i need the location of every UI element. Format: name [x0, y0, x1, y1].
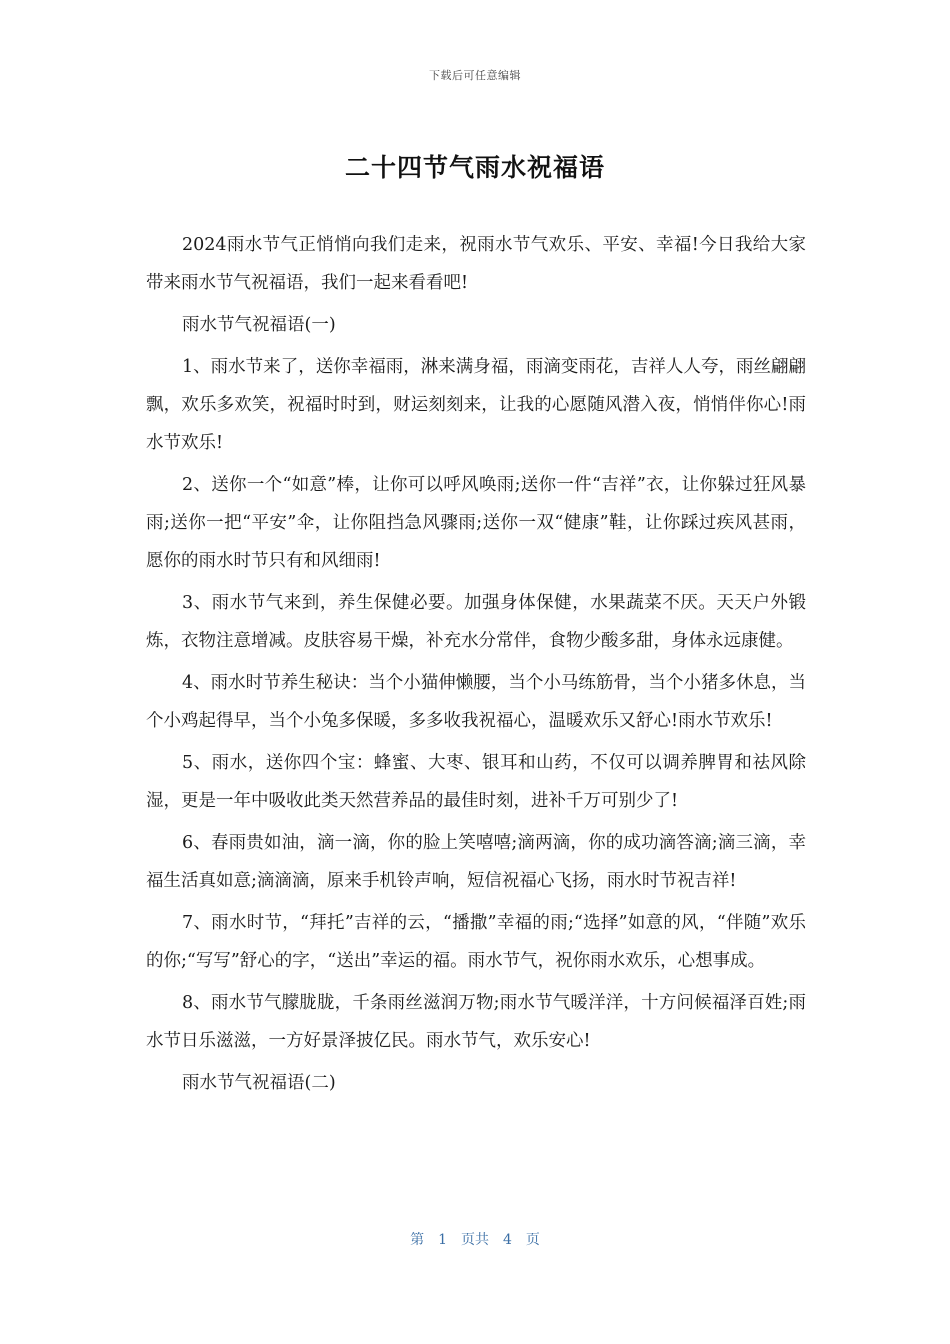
page-label-prefix: 第: [410, 1232, 425, 1248]
blessing-item-6: 6、春雨贵如油，滴一滴，你的脸上笑嘻嘻;滴两滴，你的成功滴答滴;滴三滴，幸福生活真如意;滴滴滴，原来手机铃声响，短信祝福心飞扬，雨水时节祝吉祥!: [146, 833, 806, 891]
document-body: [146, 226, 806, 1106]
page-label-mid: 页共: [461, 1232, 489, 1248]
total-pages-number: 4: [503, 1232, 512, 1248]
section-heading-1: 雨水节气祝福语(一): [182, 315, 336, 335]
blessing-item-4: 4、雨水时节养生秘诀：当个小猫伸懒腰，当个小马练筋骨，当个小猪多休息，当个小鸡起得早，当个小兔多保暖，多多收我祝福心，温暖欢乐又舒心!雨水节欢乐!: [146, 673, 806, 731]
blessing-item-2: 2、送你一个“如意”棒，让你可以呼风唤雨;送你一件“吉祥”衣，让你躲过狂风暴雨;送你一把“平安”伞，让你阻挡急风骤雨;送你一双“健康”鞋，让你踩过疾风甚雨，愿你的雨水时节只有和风细雨!: [146, 475, 806, 571]
blessing-item-7: 7、雨水时节，“拜托”吉祥的云，“播撒”幸福的雨;“选择”如意的风，“伴随”欢乐的你;“写写”舒心的字，“送出”幸运的福。雨水节气，祝你雨水欢乐，心想事成。: [146, 913, 806, 971]
blessing-item-5: 5、雨水，送你四个宝：蜂蜜、大枣、银耳和山药，不仅可以调养脾胃和祛风除湿，更是一年中吸收此类天然营养品的最佳时刻，进补千万可别少了!: [146, 753, 806, 811]
page-label-suffix: 页: [525, 1232, 540, 1248]
blessing-item-1: 1、雨水节来了，送你幸福雨，淋来满身福，雨滴变雨花，吉祥人人夸，雨丝翩翩飘，欢乐多欢笑，祝福时时到，财运刻刻来，让我的心愿随风潜入夜，悄悄伴你心!雨水节欢乐!: [146, 357, 806, 453]
header-note: 下载后可任意编辑: [429, 69, 521, 82]
section-heading-2: 雨水节气祝福语(二): [182, 1073, 336, 1093]
blessing-item-3: 3、雨水节气来到，养生保健必要。加强身体保健，水果蔬菜不厌。天天户外锻炼，衣物注意增减。皮肤容易干燥，补充水分常伴，食物少酸多甜，身体永远康健。: [146, 593, 806, 651]
current-page-number: 1: [438, 1232, 447, 1248]
document-title: 二十四节气雨水祝福语: [344, 153, 605, 182]
blessing-item-8: 8、雨水节气朦胧胧，千条雨丝滋润万物;雨水节气暖洋洋，十方问候福泽百姓;雨水节日乐滋滋，一方好景泽披亿民。雨水节气，欢乐安心!: [146, 993, 806, 1051]
intro-paragraph: 2024雨水节气正悄悄向我们走来，祝雨水节气欢乐、平安、幸福!今日我给大家带来雨水节气祝福语，我们一起来看看吧!: [146, 235, 806, 293]
page-footer: [0, 1229, 950, 1249]
